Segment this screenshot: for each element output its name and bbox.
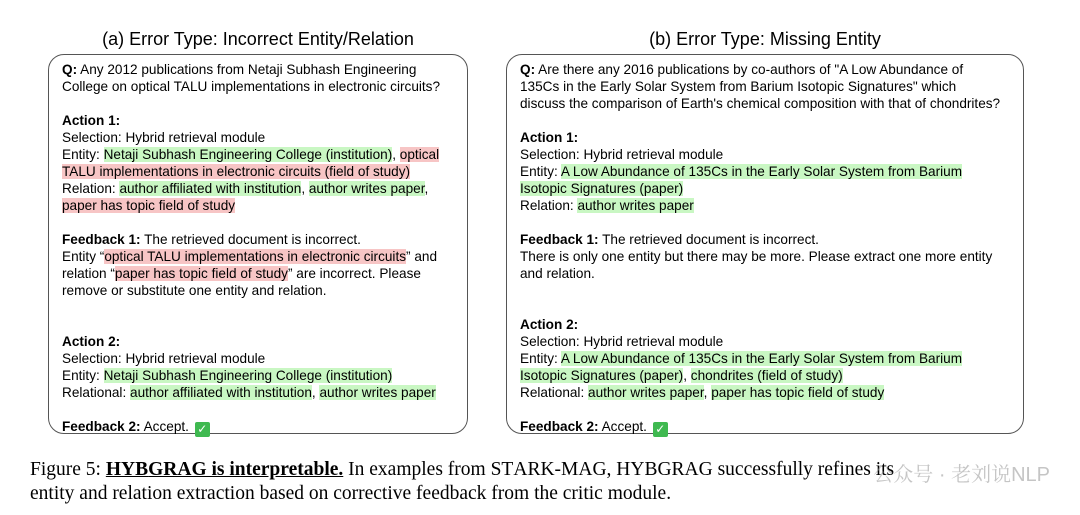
action1-a-label: Action 1: [62, 113, 121, 128]
selection2-a: Selection: Hybrid retrieval module [62, 351, 266, 366]
selection2-b: Selection: Hybrid retrieval module [520, 334, 724, 349]
entity-a: Entity: Netaji Subhash Engineering College (institution), optical [62, 147, 440, 162]
entity-b-cont: Isotopic Signatures (paper) [520, 181, 684, 196]
relational2-a: Relational: author affiliated with institution, author writes paper [62, 385, 436, 400]
feedback1-b-cont1: There is only one entity but there may be more. Please extract one more entity [520, 249, 993, 264]
action2-a-label: Action 2: [62, 334, 121, 349]
question-a-cont: College on optical TALU implementations in electronic circuits? [62, 79, 441, 94]
figure-caption: Figure 5: HYBGRAG is interpretable. In examples from STARK-MAG, HYBGRAG successfully refines its entity and relation extraction based on corrective feedback from the critic module. [30, 459, 895, 504]
feedback2-a: Feedback 2: Accept. ✓ [62, 418, 455, 437]
feedback2-b: Feedback 2: Accept. ✓ [520, 418, 1011, 437]
feedback1-b: Feedback 1: The retrieved document is incorrect. [520, 232, 819, 247]
panel-b-box [506, 54, 1024, 434]
feedback1-a: Feedback 1: The retrieved document is incorrect. [62, 232, 361, 247]
relation-a: Relation: author affiliated with institution, author writes paper, [62, 181, 429, 196]
checkmark-icon: ✓ [195, 422, 210, 437]
panel-a-box [48, 54, 468, 434]
feedback1-b-cont2: and relation. [520, 266, 595, 281]
panel-b-title: (b) Error Type: Missing Entity [649, 29, 881, 49]
feedback1-a-last: remove or substitute one entity and relation. [62, 283, 327, 298]
entity2-b-cont: Isotopic Signatures (paper), chondrites (field of study) [520, 368, 843, 383]
panel-a-title: (a) Error Type: Incorrect Entity/Relation [102, 29, 414, 49]
relational2-b: Relational: author writes paper, paper has topic field of study [520, 385, 885, 400]
entity2-a: Entity: Netaji Subhash Engineering College (institution) [62, 368, 393, 383]
entity-b: Entity: A Low Abundance of 135Cs in the Early Solar System from Barium [520, 164, 963, 179]
entity2-b: Entity: A Low Abundance of 135Cs in the Early Solar System from Barium [520, 351, 963, 366]
checkmark-icon: ✓ [653, 422, 668, 437]
question-a: Q: Any 2012 publications from Netaji Subhash Engineering [62, 62, 417, 77]
question-b-cont1: 135Cs in the Early Solar System from Barium Isotopic Signatures" which [520, 79, 957, 94]
watermark: 公众号 · 老刘说NLP [873, 464, 1050, 486]
selection-a: Selection: Hybrid retrieval module [62, 130, 266, 145]
feedback1-a-relation: relation “paper has topic field of study” are incorrect. Please [62, 266, 421, 281]
action2-b-label: Action 2: [520, 317, 579, 332]
question-b-cont2: discuss the comparison of Earth's chemical composition with that of chondrites? [520, 96, 1001, 111]
selection-b: Selection: Hybrid retrieval module [520, 147, 724, 162]
entity-a-cont: TALU implementations in electronic circuits (field of study) [62, 164, 411, 179]
feedback1-a-entity: Entity “optical TALU implementations in electronic circuits” and [62, 249, 438, 264]
relation-a-cont: paper has topic field of study [62, 198, 236, 213]
relation-b: Relation: author writes paper [520, 198, 694, 213]
question-b: Q: Are there any 2016 publications by co-authors of "A Low Abundance of [520, 62, 964, 77]
action1-b-label: Action 1: [520, 130, 579, 145]
